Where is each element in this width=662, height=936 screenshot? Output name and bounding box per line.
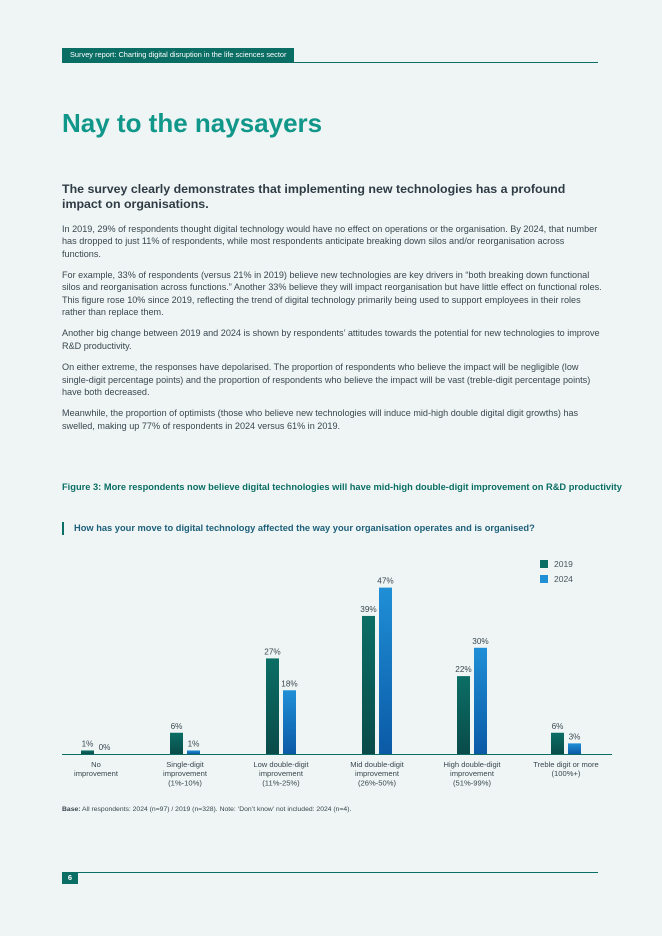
bar-2019-3 xyxy=(362,616,375,754)
data-label-2019-3: 39% xyxy=(360,604,377,614)
data-label-2019-1: 6% xyxy=(170,721,183,731)
data-label-2024-4: 30% xyxy=(472,636,489,646)
bar-2019-0 xyxy=(81,750,94,754)
bar-2024-4 xyxy=(474,648,487,754)
base-note-label: Base: xyxy=(62,806,81,813)
bar-2019-5 xyxy=(551,733,564,754)
bar-2024-2 xyxy=(283,690,296,754)
data-label-2019-4: 22% xyxy=(455,665,472,675)
figure-title: Figure 3: More respondents now believe digital technologies will have mid-high double-digit improvement on R&D productivity xyxy=(62,482,622,492)
legend-label-2019: 2019 xyxy=(554,558,573,569)
bar-2024-3 xyxy=(379,588,392,754)
data-label-2024-1: 1% xyxy=(187,739,200,749)
paragraph: Another big change between 2019 and 2024 is shown by respondents’ attitudes towards the potential for new technologies to improve R&D productivity. xyxy=(62,328,600,351)
paragraph: Meanwhile, the proportion of optimists (those who believe new technologies will induce mid-high double digital digit growths) has swelled, making up 77% of respondents in 2024 versus 61% in 2019. xyxy=(62,408,579,431)
bar-2024-1 xyxy=(187,750,200,754)
paragraph: For example, 33% of respondents (versus 21% in 2019) believe new technologies are key drivers in “both breaking down functional silos and reorganisation across functions.” Another 33% believe they will impact reorganisation but have little effect on functional roles. This figure rose 10% since 2019, reflecting the trend of digital technology primarily being used to support employees in their roles rather than replace them. xyxy=(62,270,602,317)
category-label-4: High double-digit improvement (51%-99%) xyxy=(443,760,501,788)
footer-divider xyxy=(62,872,598,873)
legend-label-2024: 2024 xyxy=(554,573,573,584)
category-label-0: No improvement xyxy=(74,760,118,779)
category-label-3: Mid double-digit improvement (26%-50%) xyxy=(350,760,404,788)
page-number: 6 xyxy=(62,872,78,884)
bar-2019-2 xyxy=(266,658,279,754)
page-title: Nay to the naysayers xyxy=(62,108,323,138)
bar-2024-5 xyxy=(568,743,581,754)
data-label-2019-2: 27% xyxy=(264,647,281,657)
bar-2019-1 xyxy=(170,733,183,754)
base-note-text: All respondents: 2024 (n=97) / 2019 (n=328). Note: ‘Don’t know’ not included: 2024 (n=4). xyxy=(80,806,352,813)
category-label-1: Single-digit improvement (1%-10%) xyxy=(163,760,207,788)
base-note xyxy=(62,806,351,813)
category-label-5: Treble digit or more (100%+) xyxy=(533,760,599,779)
figure-question: How has your move to digital technology affected the way your organisation operates and is organised? xyxy=(62,522,554,535)
data-label-2024-0: 0% xyxy=(98,743,111,752)
paragraph: In 2019, 29% of respondents thought digital technology would have no effect on operations or the organisation. By 2024, that number has dropped to just 11% of respondents, while most respondents anticipate breaking down silos and/or reorganisation across functions. xyxy=(62,224,598,259)
data-label-2024-5: 3% xyxy=(568,732,581,742)
paragraph: On either extreme, the responses have depolarised. The proportion of respondents who believe the impact will be negligible (low single-digit percentage points) and the proportion of respondents who believe the impact will be vast (treble-digit percentage points) have both decreased. xyxy=(62,362,591,397)
bar-2019-4 xyxy=(457,676,470,754)
lead-paragraph: The survey clearly demonstrates that implementing new technologies has a profound impact on organisations. xyxy=(62,182,566,211)
report-label: Survey report: Charting digital disruption in the life sciences sector xyxy=(62,48,294,62)
data-label-2019-5: 6% xyxy=(551,721,564,731)
data-label-2019-0: 1% xyxy=(81,739,94,749)
data-label-2024-2: 18% xyxy=(281,679,298,689)
data-label-2024-3: 47% xyxy=(377,576,394,586)
category-label-2: Low double-digit improvement (11%-25%) xyxy=(253,760,309,788)
